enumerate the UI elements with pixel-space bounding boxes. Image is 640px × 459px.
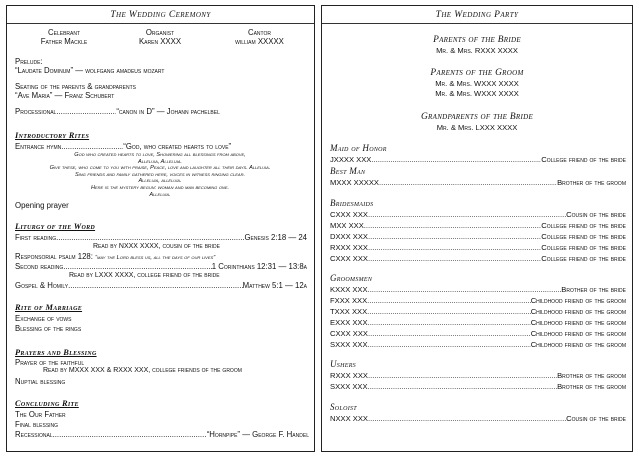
leader-dots (56, 233, 244, 242)
party-member-row (330, 340, 626, 349)
opening-prayer: Opening prayer (15, 201, 69, 210)
leader-dots (368, 329, 531, 338)
member-relation: Childhood friend of the groom (530, 296, 626, 305)
party-member-row (330, 318, 626, 327)
gospel-ref: Matthew 5:1 — 12a (242, 281, 307, 290)
leader-dots (61, 142, 123, 151)
leader-dots (364, 221, 541, 230)
best-man-heading: Best Man (330, 166, 366, 176)
prayers-heading: Prayers and Blessing (15, 348, 97, 357)
first-reading-line (15, 233, 307, 242)
member-name: SXXX XXX (330, 340, 368, 349)
member-relation: College friend of the bride (541, 243, 626, 252)
member-name: FXXX XXX (330, 296, 368, 305)
recessional-text: “Hornpipe” — George F. Handel (206, 430, 309, 439)
grandparents-of-bride (322, 112, 632, 132)
member-relation: College friend of the bride (541, 254, 626, 263)
member-relation: College friend of the bride (541, 221, 626, 230)
first-reading-ref: Genesis 2:18 — 24 (244, 233, 307, 242)
second-reader: Read by LXXX XXXX, college friend of the bride (69, 272, 220, 279)
leader-dots (368, 254, 541, 263)
prayer-readers: Read by MXXX XXX & RXXX XXX, college friends of the groom (43, 367, 242, 374)
member-name: RXXX XXX (330, 243, 368, 252)
role-heading: Parents of the Bride (433, 35, 521, 45)
leader-dots (368, 285, 562, 294)
party-member-row (330, 221, 626, 230)
leader-dots (368, 414, 566, 423)
leader-dots (368, 232, 541, 241)
member-name: TXXX XXX (330, 307, 368, 316)
member-relation: Childhood friend of the groom (530, 329, 626, 338)
member-relation: Brother of the groom (557, 178, 626, 187)
parents-of-groom (322, 68, 632, 98)
member-name: CXXX XXX (330, 210, 368, 219)
our-father: The Our Father (15, 410, 66, 419)
role-name: Mr. & Mrs. WXXX XXXX (435, 89, 519, 98)
member-name: KXXX XXX (330, 285, 368, 294)
officiant-name: Karen XXXX (138, 37, 182, 46)
parents-of-bride (322, 35, 632, 55)
leader-dots (368, 382, 558, 391)
lyric-line: Alleluia, alleluia. (138, 178, 182, 185)
seating-text: “Ave Maria” — Franz Schubert (15, 91, 115, 100)
liturgy-heading: Liturgy of the Word (15, 222, 96, 231)
party-member-row (330, 254, 626, 263)
bridesmaids-heading: Bridesmaids (330, 198, 374, 208)
leader-dots (371, 155, 541, 164)
entrance-text: “God, who created hearts to love” (123, 142, 232, 151)
leader-dots (368, 243, 541, 252)
member-name: CXXX XXX (330, 329, 368, 338)
party-member-row (330, 371, 626, 380)
marriage-item: Blessing of the rings (15, 324, 82, 333)
leader-dots (56, 107, 116, 116)
member-relation: Brother of the bride (561, 285, 626, 294)
lyric-line: Give these, who come to you with praise, Peace, love and laughter all their days. Alleluia. (49, 165, 271, 172)
member-relation: Cousin of the bride (566, 414, 626, 423)
entrance-label: Entrance hymn (15, 142, 62, 151)
party-member-row (330, 232, 626, 241)
recessional-line (15, 430, 309, 439)
member-name: JXXXX XXX (330, 155, 372, 164)
ceremony-panel (6, 5, 315, 452)
first-reader: Read by NXXX XXXX, cousin of the bride (93, 243, 220, 250)
nuptial-blessing: Nuptial blessing (15, 377, 66, 386)
member-name: MXX XXX (330, 221, 364, 230)
marriage-heading: Rite of Marriage (15, 303, 83, 312)
first-reading-label: First reading (15, 233, 57, 242)
member-relation: Cousin of the bride (566, 210, 626, 219)
role-name: Mr. & Mrs. WXXX XXXX (435, 79, 519, 88)
marriage-item: Exchange of vows (15, 314, 72, 323)
leader-dots (367, 307, 531, 316)
lyric-line: Sing friends and family gathered here, voices in witness ringing clear. (74, 171, 246, 178)
party-member-row (330, 155, 626, 164)
party-member-row (330, 296, 626, 305)
party-member-row (330, 210, 626, 219)
entrance-line (15, 142, 285, 151)
leader-dots (368, 340, 531, 349)
prelude-label: Prelude: (15, 57, 43, 66)
member-name: RXXX XXX (330, 371, 368, 380)
party-member-row (330, 307, 626, 316)
lyric-line: Alleluia. (149, 191, 171, 198)
concluding-heading: Concluding Rite (15, 399, 79, 408)
lyric-line: God who created hearts to love, Showering all blessings from above, (74, 152, 246, 158)
member-name: EXXX XXX (330, 318, 368, 327)
leader-dots (63, 262, 211, 271)
groomsmen-heading: Groomsmen (330, 273, 373, 283)
member-relation: College friend of the bride (541, 232, 626, 241)
party-member-row (330, 382, 626, 391)
role-heading: Grandparents of the Bride (420, 112, 534, 122)
processional-label: Processional (15, 107, 57, 116)
recessional-label: Recessional (15, 430, 53, 439)
second-reading-line (15, 262, 307, 271)
officiant-organist (115, 28, 205, 46)
maid-of-honor-heading: Maid of Honor (330, 143, 387, 153)
prelude-text: “Laudate Dominum” — wolfgang amadeus mozart (15, 66, 165, 75)
member-relation: Childhood friend of the groom (530, 307, 626, 316)
wedding-party-panel (321, 5, 633, 452)
party-member-row (330, 285, 626, 294)
psalm-text: “may the Lord bless us, all the days of our lives” (95, 255, 216, 261)
final-blessing: Final blessing (15, 420, 59, 429)
second-reading-label: Second reading (15, 262, 64, 271)
lyric-line: Alleluia, Alleluia. (138, 158, 182, 165)
party-member-row (330, 414, 626, 423)
member-name: DXXX XXX (330, 232, 368, 241)
psalm-line (15, 252, 215, 261)
role-heading: Parents of the Groom (430, 68, 524, 78)
ushers-heading: Ushers (330, 359, 356, 369)
leader-dots (68, 281, 243, 290)
party-title: The Wedding Party (322, 10, 632, 24)
member-relation: Brother of the groom (557, 382, 626, 391)
member-name: CXXX XXX (330, 254, 368, 263)
lyric-line: Here is the mystery begun: woman and man becoming one. (90, 184, 230, 191)
leader-dots (53, 430, 207, 439)
role-name: Mr. & Mrs. LXXX XXXX (436, 123, 518, 132)
member-name: NXXX XXX (330, 414, 368, 423)
processional-line (15, 107, 275, 116)
officiant-cantor (212, 28, 307, 46)
prayer-faithful: Prayer of the faithful (15, 358, 85, 367)
member-relation: Childhood friend of the groom (530, 340, 626, 349)
party-member-row (330, 243, 626, 252)
intro-heading: Introductory Rites (15, 131, 90, 140)
party-member-row (330, 329, 626, 338)
gospel-label: Gospel & Homily (15, 281, 69, 290)
second-reading-ref: 1 Corinthians 12:31 — 13:8a (211, 262, 307, 271)
party-member-row (330, 178, 626, 187)
ceremony-title: The Wedding Ceremony (7, 10, 314, 24)
officiant-role: Celebrant (47, 28, 81, 37)
psalm-label: Responsorial psalm 128: (15, 252, 93, 261)
seating-label: Seating of the parents & grandparents (15, 82, 136, 91)
member-name: MXXX XXXXX (330, 178, 379, 187)
leader-dots (379, 178, 557, 187)
officiant-celebrant (19, 28, 109, 46)
leader-dots (368, 318, 531, 327)
role-name: Mr. & Mrs. RXXX XXXX (436, 46, 518, 55)
officiant-name: william XXXXX (235, 37, 284, 46)
officiant-name: Father Mackle (40, 37, 88, 46)
gospel-line (15, 281, 307, 290)
soloist-heading: Soloist (330, 402, 357, 412)
officiant-role: Organist (145, 28, 175, 37)
hymn-lyrics (15, 152, 305, 198)
leader-dots (367, 296, 531, 305)
member-relation: Childhood friend of the groom (530, 318, 626, 327)
processional-text: “canon in D” — Johann pachelbel (116, 107, 220, 116)
leader-dots (368, 210, 566, 219)
member-relation: College friend of the bride (541, 155, 626, 164)
member-name: SXXX XXX (330, 382, 368, 391)
leader-dots (368, 371, 557, 380)
member-relation: Brother of the groom (557, 371, 626, 380)
officiant-role: Cantor (247, 28, 272, 37)
